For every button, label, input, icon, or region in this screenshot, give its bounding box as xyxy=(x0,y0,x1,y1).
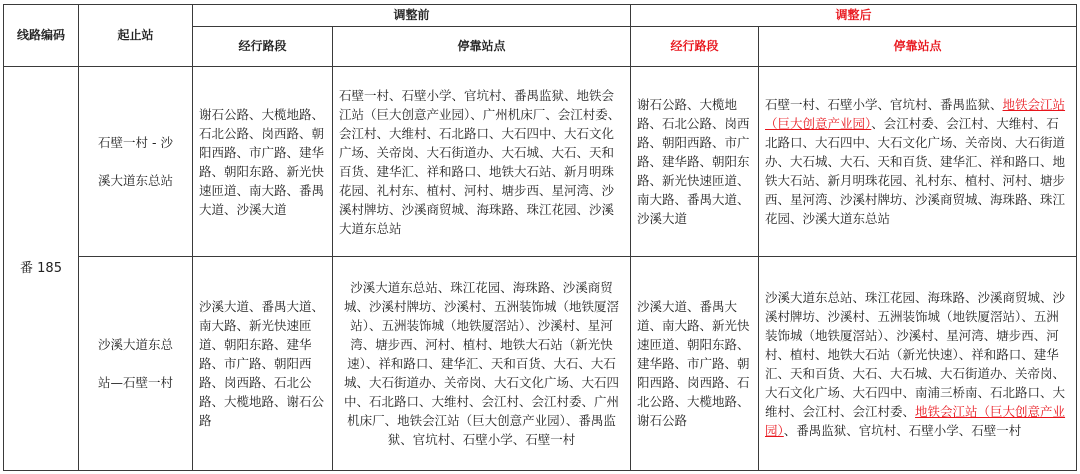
header-row-1 xyxy=(4,5,1077,27)
header-after-path: 经行路段 xyxy=(631,27,759,67)
table-row xyxy=(4,257,1077,471)
highlighted-stop: 地铁会江站（巨大创意产业园） xyxy=(765,97,1066,131)
after-stops-cell xyxy=(759,67,1077,257)
before-stops-cell: 沙溪大道东总站、珠江花园、海珠路、沙溪商贸城、沙溪村牌坊、沙溪村、五洲装饰城（地铁厦滘站）、五洲装饰城（地铁厦滘站）、沙溪村、星河湾、塘步西、河村、植村、地铁大石站（新光快速）、祥和路口、建华汇、天和百货、大石、大石城、大石街道办、关帝岗、大石文化广场、大石四中、石北路口、大维村、会江村、会江村委、广州机床厂、地铁会江站（巨大创意产业园）、番禺监狱、官坑村、石壁小学、石壁一村 xyxy=(333,257,631,471)
endpoints-cell xyxy=(79,257,193,471)
endpoints-line-2: 站—石壁一村 xyxy=(97,374,173,390)
stops-text: 、番禺监狱、官坑村、石壁小学、石壁一村 xyxy=(783,422,1022,438)
after-path-cell: 沙溪大道、番禺大道、南大路、新光快速匝道、朝阳东路、建华路、市广路、朝阳西路、岗西路、石北公路、大榄地路、谢石公路 xyxy=(631,257,759,471)
header-before-stops: 停靠站点 xyxy=(333,27,631,67)
endpoints-line-1: 沙溪大道东总 xyxy=(97,336,173,352)
after-path-cell: 谢石公路、大榄地路、石北公路、岗西路、朝阳西路、市广路、建华路、朝阳东路、新光快速匝道、南大路、番禺大道、沙溪大道 xyxy=(631,67,759,257)
header-after: 调整后 xyxy=(631,5,1077,27)
before-stops-cell: 石壁一村、石壁小学、官坑村、番禺监狱、地铁会江站（巨大创意产业园）、广州机床厂、会江村委、会江村、大维村、石北路口、大石四中、大石文化广场、关帝岗、大石街道办、大石城、大石、天和百货、建华汇、祥和路口、地铁大石站、新月明珠花园、礼村东、植村、河村、塘步西、星河湾、沙溪村牌坊、沙溪商贸城、海珠路、珠江花园、沙溪大道东总站 xyxy=(333,67,631,257)
table-row xyxy=(4,67,1077,257)
route-code-cell: 番 185 xyxy=(4,67,79,471)
endpoints-line-1: 石壁一村 - 沙 xyxy=(98,134,173,150)
highlighted-stop: 地铁会江站（巨大创意产业园） xyxy=(765,403,1066,438)
header-before: 调整前 xyxy=(193,5,631,27)
before-path-cell: 沙溪大道、番禺大道、南大路、新光快速匝道、朝阳东路、建华路、市广路、朝阳西路、岗西路、石北公路、大榄地路、谢石公路 xyxy=(193,257,333,471)
route-adjustment-table xyxy=(3,4,1077,471)
endpoints-line-2: 溪大道东总站 xyxy=(97,172,173,188)
header-after-stops: 停靠站点 xyxy=(759,27,1077,67)
stops-text: 、会江村委、会江村、大维村、石北路口、大石四中、大石文化广场、关帝岗、大石街道办、大石城、大石、天和百货、建华汇、祥和路口、地铁大石站、新月明珠花园、礼村东、植村、河村、塘步西、星河湾、沙溪村牌坊、沙溪商贸城、海珠路、珠江花园、沙溪大道东总站 xyxy=(765,116,1066,226)
header-route-code: 线路编码 xyxy=(4,5,79,67)
header-before-path: 经行路段 xyxy=(193,27,333,67)
endpoints-cell xyxy=(79,67,193,257)
after-stops-cell xyxy=(759,257,1077,471)
stops-text: 沙溪大道东总站、珠江花园、海珠路、沙溪商贸城、沙溪村牌坊、沙溪村、五洲装饰城（地铁厦滘站）、五洲装饰城（地铁厦滘站）、沙溪村、星河湾、塘步西、河村、植村、地铁大石站（新光快速）、祥和路口、建华汇、天和百货、大石、大石城、大石街道办、关帝岗、大石文化广场、大石四中、南浦三桥南、石北路口、大维村、会江村、会江村委、 xyxy=(765,289,1066,419)
header-endpoints: 起止站 xyxy=(79,5,193,67)
stops-text: 石壁一村、石壁小学、官坑村、番禺监狱、 xyxy=(765,97,1003,112)
before-path-cell: 谢石公路、大榄地路、石北公路、岗西路、朝阳西路、市广路、建华路、朝阳东路、新光快速匝道、南大路、番禺大道、沙溪大道 xyxy=(193,67,333,257)
